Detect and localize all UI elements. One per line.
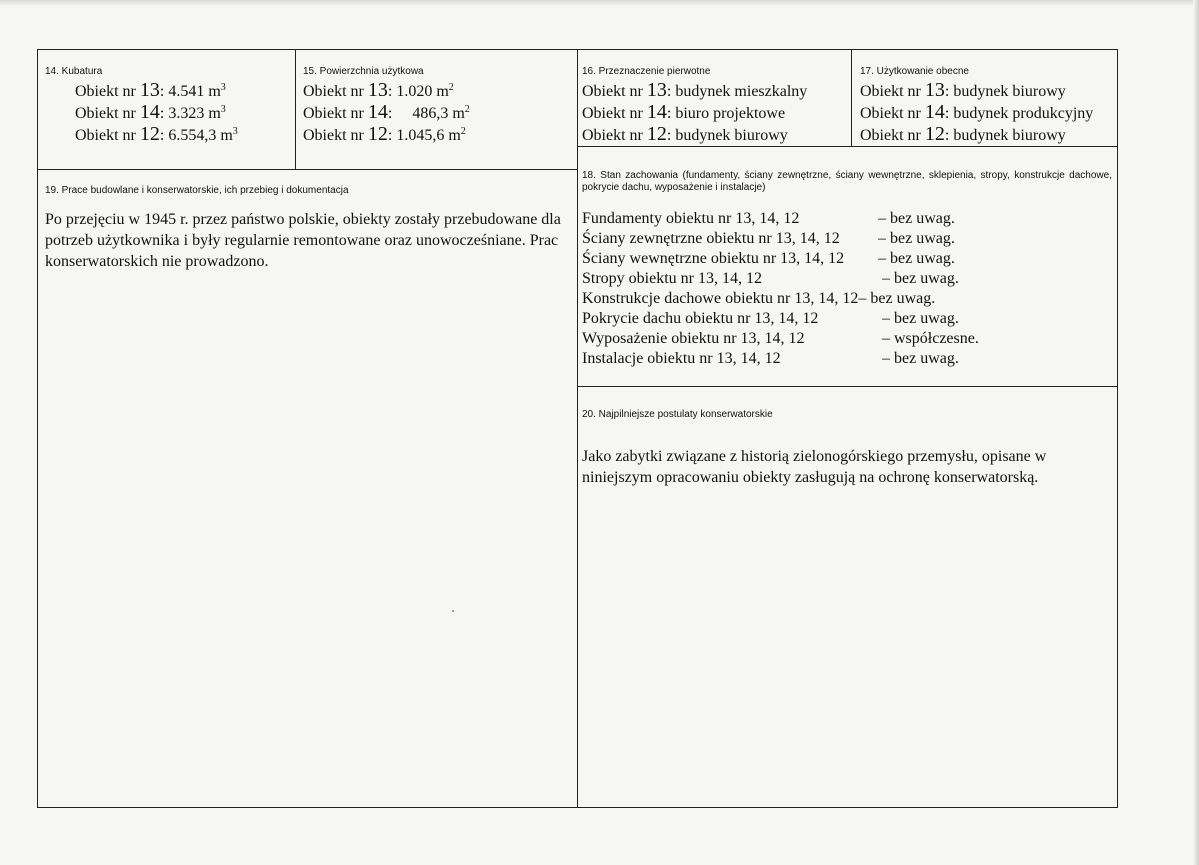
stan-row: Ściany wewnętrzne obiektu nr 13, 14, 12 – bez uwag.: [582, 250, 955, 267]
field-postulaty: [582, 409, 1082, 488]
uzytkowanie-row-14: Obiekt nr 14: budynek produkcyjny: [860, 101, 1094, 123]
field-label: 15. Powierzchnia użytkowa: [303, 66, 424, 77]
field-label: 19. Prace budowlane i konserwatorskie, ich przebieg i dokumentacja: [45, 185, 349, 196]
field-prace-budowlane: [45, 185, 570, 272]
stan-row: Stropy obiektu nr 13, 14, 12 – bez uwag.: [582, 270, 959, 287]
field-uzytkowanie: [860, 66, 1115, 146]
scan-shadow-top: [0, 0, 1199, 6]
uzytkowanie-row-12: Obiekt nr 12: budynek biurowy: [860, 123, 1066, 145]
stan-row: Konstrukcje dachowe obiektu nr 13, 14, 12 – bez uwag.: [582, 290, 936, 307]
field-label: 18. Stan zachowania (fundamenty, ściany zewnętrzne, ściany wewnętrzne, sklepienia, stropy, konstrukcje dachowe, pokrycie dachu, wyposażenie i instalacje): [582, 170, 1112, 193]
field-label: 16. Przeznaczenie pierwotne: [582, 66, 711, 77]
scan-shadow-right: [1193, 0, 1199, 865]
powierzchnia-row-12: Obiekt nr 12: 1.045,6 $m^2$: [303, 123, 466, 145]
przeznaczenie-row-12: Obiekt nr 12: budynek biurowy: [582, 123, 788, 145]
field-label: 14. Kubatura: [45, 66, 103, 77]
stan-row: Wyposażenie obiektu nr 13, 14, 12 – współczesne.: [582, 330, 979, 347]
divider-14-15: [295, 49, 296, 170]
scan-speck: [452, 610, 454, 612]
field-label: 17. Użytkowanie obecne: [860, 66, 969, 77]
field-kubatura: [45, 66, 290, 146]
kubatura-row-13: Obiekt nr 13: 4.541 $m^3$: [75, 79, 226, 101]
divider-top-row: [37, 169, 577, 170]
kubatura-row-12: Obiekt nr 12: 6.554,3 $m^3$: [75, 123, 238, 145]
powierzchnia-row-14: Obiekt nr 14: 486,3 $m^2$: [303, 101, 470, 123]
divider-16-17: [851, 49, 852, 146]
postulaty-text: Jako zabytki związane z historią zielonogórskiego przemysłu, opisane w niniejszym opracowaniu obiekty zasługują na ochronę konserwatorską.: [582, 448, 1047, 486]
field-label: 20. Najpilniejsze postulaty konserwatorskie: [582, 409, 773, 420]
field-powierzchnia: [303, 66, 573, 146]
field-stan-zachowania: [582, 170, 1112, 369]
divider-main-column: [577, 49, 578, 808]
uzytkowanie-row-13: Obiekt nr 13: budynek biurowy: [860, 79, 1066, 101]
stan-row: Instalacje obiektu nr 13, 14, 12 – bez uwag.: [582, 350, 959, 367]
divider-18-20: [577, 386, 1118, 387]
przeznaczenie-row-13: Obiekt nr 13: budynek mieszkalny: [582, 79, 808, 101]
stan-row: Pokrycie dachu obiektu nr 13, 14, 12 – bez uwag.: [582, 310, 959, 327]
field-przeznaczenie: [582, 66, 848, 146]
prace-text: Po przejęciu w 1945 r. przez państwo polskie, obiekty zostały przebudowane dla potrzeb użytkownika i były regularnie remontowane oraz unowocześniane. Prac konserwatorskich nie prowadzono.: [45, 211, 561, 270]
stan-row: Fundamenty obiektu nr 13, 14, 12 – bez uwag.: [582, 210, 955, 227]
przeznaczenie-row-14: Obiekt nr 14: biuro projektowe: [582, 101, 786, 123]
powierzchnia-row-13: Obiekt nr 13: 1.020 $m^2$: [303, 79, 454, 101]
kubatura-row-14: Obiekt nr 14: 3.323 $m^3$: [75, 101, 226, 123]
stan-row: Ściany zewnętrzne obiektu nr 13, 14, 12 – bez uwag.: [582, 230, 955, 247]
divider-16-18: [577, 146, 1118, 147]
